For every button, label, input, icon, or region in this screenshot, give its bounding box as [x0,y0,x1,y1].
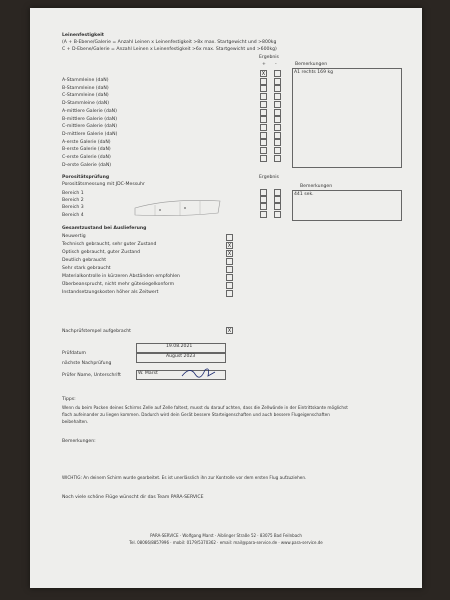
porosity-plus-checkbox[interactable] [260,211,267,218]
condition-checkbox[interactable] [226,290,233,297]
result-minus-checkbox[interactable] [274,101,281,108]
result-plus-checkbox[interactable] [260,101,267,108]
condition-label: Überbeansprucht, nicht mehr gütesiegelkonform [62,282,175,287]
plus-label: + [262,62,266,67]
condition-checkbox[interactable]: X [227,251,232,257]
result-minus-checkbox[interactable] [274,124,281,131]
section1-title: Leinenfestigkeit [62,33,104,38]
result-minus-checkbox[interactable] [274,93,281,100]
pruefer-label: Prüfer Name, Unterschrift [62,373,121,378]
result-plus-checkbox[interactable] [260,93,267,100]
stamp-label: Nachprüfstempel aufgebracht [62,329,131,334]
ergebnis2-label: Ergebnis [259,175,279,180]
bemerkungen-label: Bemerkungen [295,62,328,67]
condition-label: Sehr stark gebraucht [62,266,111,271]
porosity-plus-checkbox[interactable] [260,196,267,203]
result-plus-checkbox[interactable] [260,147,267,154]
row-label: A-mittlere Galerie (daN) [62,108,117,114]
condition-label: Materialkontrolle in kürzeren Abständen empfohlen [62,274,180,279]
bemerkungen-box[interactable] [292,68,402,168]
row-label: A-Stammleine (daN) [62,78,109,83]
porosity-minus-checkbox[interactable] [274,189,281,196]
result-plus-checkbox[interactable] [260,132,267,139]
result-plus-checkbox[interactable] [260,116,267,123]
naechste-label: nächste Nachprüfung [62,361,112,366]
ergebnis-label: Ergebnis [259,55,279,60]
row-label: A-erste Galerie (daN) [62,139,111,145]
condition-checkbox[interactable] [226,282,233,289]
condition-checkbox[interactable] [226,234,233,241]
porosity-minus-checkbox[interactable] [274,203,281,210]
pruefdatum-label: Prüfdatum [62,351,87,356]
porosity-plus-checkbox[interactable] [260,189,267,196]
result-minus-checkbox[interactable] [274,78,281,85]
bemerkungen2-label: Bemerkungen [300,184,333,189]
result-plus-checkbox[interactable] [260,139,267,146]
area-label: Bereich 1 [62,191,84,196]
result-plus-checkbox[interactable] [260,124,267,131]
signature-icon [180,364,220,380]
section1-line2: C + D-Ebene/Galerie = Anzahl Leinen x Leinenfestigkeit >6x max. Startgewicht und >600kg) [62,47,277,52]
section2-subtitle: Porositätsmessung mit JDC-Messuhr [62,182,145,187]
row-label: D-erste Galerie (daN) [62,162,112,168]
result-minus-checkbox[interactable] [274,109,281,116]
row-label: B-mittlere Galerie (daN) [62,116,118,122]
section3-title: Gesamtzustand bei Auslieferung [62,226,147,231]
tipps-line2: flach aufeinander zu liegen kommen. Dadurch wird dein Gerät bessere Starteigenschaften und auch bessere Flugeigenschaften [62,412,330,417]
pruefdatum-value: 19.08.2021 [166,344,193,349]
footer-address: PARA-SERVICE · Wolfgang Marst · Aiblinger Straße 52 · 83075 Bad Feilnbach [150,533,302,538]
porosity-minus-checkbox[interactable] [274,211,281,218]
naechste-value: August 2023 [166,354,196,359]
row-label: C-mittlere Galerie (daN) [62,124,118,130]
result-minus-checkbox[interactable] [274,70,281,77]
result-plus-checkbox[interactable] [260,78,267,85]
row-label: B-Stammleine (daN) [62,85,109,91]
condition-checkbox[interactable] [226,274,233,281]
tipps-title: Tipps: [62,397,76,402]
result-minus-checkbox[interactable] [274,132,281,139]
condition-checkbox[interactable] [226,266,233,273]
result-plus-checkbox[interactable]: X [261,71,266,77]
condition-label: Technisch gebraucht, sehr guter Zustand [62,242,157,247]
condition-label: Deutlich gebraucht [62,258,107,263]
result-minus-checkbox[interactable] [274,147,281,154]
condition-label: Optisch gebraucht, guter Zustand [62,250,141,255]
row-label: B-erste Galerie (daN) [62,147,111,153]
gruss-text: Noch viele schöne Flüge wünscht dir das Team PARA-SERVICE [62,495,204,500]
row-label: D-mittlere Galerie (daN) [62,131,118,137]
result-minus-checkbox[interactable] [274,85,281,92]
area-label: Bereich 2 [62,198,84,204]
wichtig-note: WICHTIG: An deinem Schirm wurde gearbeitet. Es ist unerlässlich ihn zur Kontrolle vor dem ersten Flug aufzuziehen. [62,475,307,480]
minus-label: - [275,62,277,67]
area-label: Bereich 3 [62,205,84,211]
section1-line1: (A + B-Ebene/Galerie = Anzahl Leinen x Leinenfestigkeit >8x max. Startgewicht und >800kg [62,40,277,45]
section2-title: Porositätsprüfung [62,175,110,180]
bemerkungen-footer-label: Bemerkungen: [62,439,96,444]
area-label: Bereich 4 [62,212,84,218]
tipps-line1: Wenn du beim Packen deines Schirms Zelle auf Zelle faltest, musst du darauf achten, dass die Zellwände in der Eintrittskante möglichst [62,405,348,410]
row-label: C-erste Galerie (daN) [62,155,111,160]
wing-sketch-icon [130,193,225,223]
row-label: C-Stammleine (daN) [62,93,109,99]
condition-checkbox[interactable]: X [227,243,232,249]
result-plus-checkbox[interactable] [260,85,267,92]
porosity-plus-checkbox[interactable] [260,203,267,210]
result-minus-checkbox[interactable] [274,116,281,123]
row-label: D-Stammleine (daN) [62,101,110,107]
bemerkung2-text: 441 sek. [294,192,314,197]
result-minus-checkbox[interactable] [274,155,281,162]
footer-contact: Tel. 08066/8857996 · mobil: 0179/5370362 · email: mail@para-service.de · www.para-service.de [129,540,323,545]
condition-label: Neuwertig [62,234,86,239]
result-plus-checkbox[interactable] [260,109,267,116]
form-sheet [30,8,422,588]
tipps-line3: beibehalten. [62,419,89,424]
result-plus-checkbox[interactable] [260,155,267,162]
condition-label: Instandsetzungskosten höher als Zeitwert [62,290,159,295]
bemerkung-text: A1 rechts 169 kg [294,70,334,75]
condition-checkbox[interactable] [226,258,233,265]
result-minus-checkbox[interactable] [274,139,281,146]
pruefer-value: W. Marst [138,371,158,376]
porosity-minus-checkbox[interactable] [274,196,281,203]
stamp-checkbox[interactable]: X [227,328,232,334]
